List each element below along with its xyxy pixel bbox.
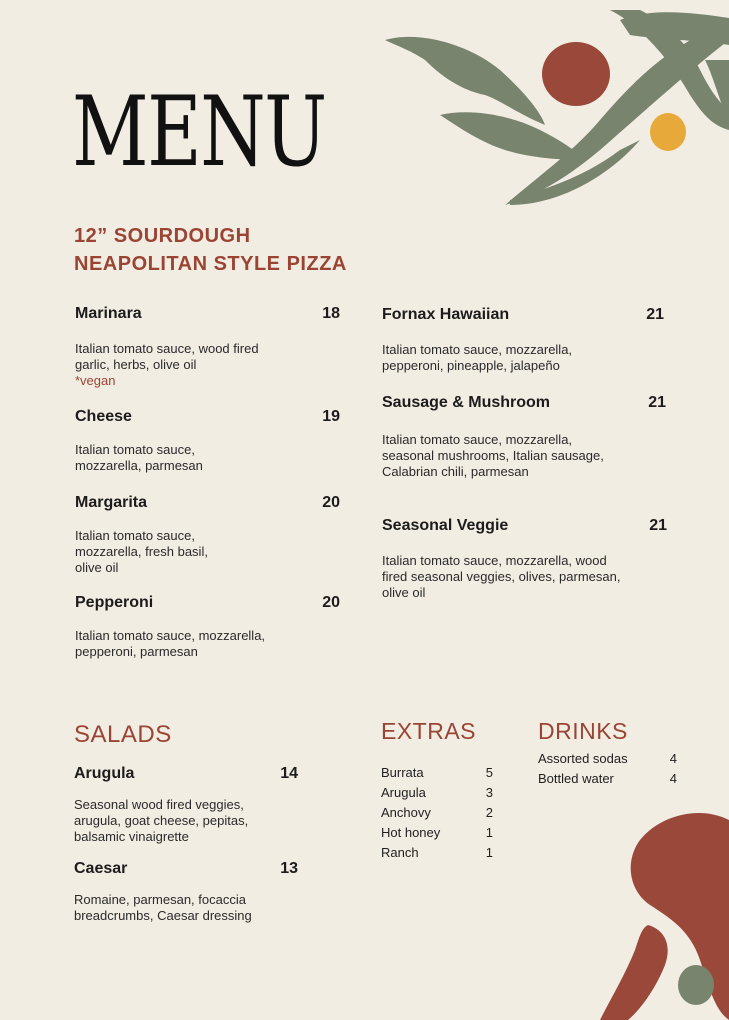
menu-item xyxy=(382,394,666,480)
extra-price: 2 xyxy=(485,805,493,820)
item-desc: Italian tomato sauce, mozzarella, parmesan xyxy=(75,442,203,473)
extra-name: Anchovy xyxy=(381,805,431,820)
pizza-section-heading xyxy=(74,222,347,278)
menu-item xyxy=(75,594,340,660)
item-desc: Italian tomato sauce, mozzarella, pepperoni, parmesan xyxy=(75,628,266,659)
item-name: Caesar xyxy=(74,860,128,877)
item-name: Cheese xyxy=(75,408,132,425)
item-price: 13 xyxy=(280,860,298,877)
item-price: 14 xyxy=(280,765,298,782)
rust-dot-icon xyxy=(542,42,610,106)
extra-price: 5 xyxy=(485,765,493,780)
drink-price: 4 xyxy=(669,771,677,786)
list-item xyxy=(381,803,493,823)
extra-name: Ranch xyxy=(381,845,419,860)
menu-item xyxy=(75,408,340,474)
pizza-heading-line1: 12” SOURDOUGH xyxy=(74,225,251,247)
menu-item xyxy=(74,765,298,845)
extras-heading: EXTRAS xyxy=(381,718,477,744)
extras-list xyxy=(381,763,493,863)
pizza-heading-line2: NEAPOLITAN STYLE PIZZA xyxy=(74,253,347,275)
extra-price: 1 xyxy=(485,825,493,840)
list-item xyxy=(381,843,493,863)
drink-name: Bottled water xyxy=(538,771,614,786)
drinks-list xyxy=(538,749,677,789)
extra-name: Arugula xyxy=(381,785,426,800)
vegan-note: *vegan xyxy=(75,373,116,388)
list-item xyxy=(381,783,493,803)
item-price: 20 xyxy=(322,594,340,611)
extra-name: Hot honey xyxy=(381,825,441,840)
rust-stroke-icon xyxy=(600,925,668,1020)
item-name: Arugula xyxy=(74,765,135,782)
item-desc: Seasonal wood fired veggies, arugula, goat cheese, pepitas, balsamic vinaigrette xyxy=(74,797,249,844)
item-price: 21 xyxy=(646,306,664,323)
item-desc: Romaine, parmesan, focaccia breadcrumbs, Caesar dressing xyxy=(74,892,252,923)
item-price: 18 xyxy=(322,305,340,322)
leaf-branch-icon xyxy=(385,10,729,205)
item-desc: Italian tomato sauce, mozzarella, pepperoni, pineapple, jalapeño xyxy=(382,342,573,373)
salads-heading: SALADS xyxy=(74,721,172,748)
list-item xyxy=(538,749,677,769)
item-price: 19 xyxy=(322,408,340,425)
drinks-heading: DRINKS xyxy=(538,718,628,744)
item-name: Margarita xyxy=(75,494,148,511)
extra-price: 3 xyxy=(485,785,493,800)
extra-price: 1 xyxy=(485,845,493,860)
drink-price: 4 xyxy=(669,751,677,766)
menu-item xyxy=(75,305,340,389)
item-name: Marinara xyxy=(75,305,142,322)
page-title: MENU xyxy=(72,76,326,188)
item-desc: Italian tomato sauce, wood fired garlic, herbs, olive oil xyxy=(75,341,259,372)
list-item xyxy=(381,763,493,783)
menu-item xyxy=(382,517,667,601)
item-name: Seasonal Veggie xyxy=(382,517,509,534)
item-price: 21 xyxy=(649,517,667,534)
item-desc: Italian tomato sauce, mozzarella, seasonal mushrooms, Italian sausage, Calabrian chili, parmesan xyxy=(382,432,604,479)
item-price: 20 xyxy=(322,494,340,511)
item-price: 21 xyxy=(648,394,666,411)
menu-item xyxy=(75,494,340,576)
item-desc: Italian tomato sauce, mozzarella, wood fired seasonal veggies, olives, parmesan, olive oil xyxy=(382,553,621,600)
item-name: Sausage & Mushroom xyxy=(382,394,551,411)
leaf-dot-icon xyxy=(678,965,714,1005)
list-item xyxy=(538,769,677,789)
mustard-dot-icon xyxy=(650,113,686,151)
item-desc: Italian tomato sauce, mozzarella, fresh basil, olive oil xyxy=(75,528,208,575)
list-item xyxy=(381,823,493,843)
item-name: Fornax Hawaiian xyxy=(382,306,510,323)
extra-name: Burrata xyxy=(381,765,424,780)
drink-name: Assorted sodas xyxy=(538,751,628,766)
menu-item xyxy=(74,860,298,924)
item-name: Pepperoni xyxy=(75,594,154,611)
menu-item xyxy=(382,306,664,374)
